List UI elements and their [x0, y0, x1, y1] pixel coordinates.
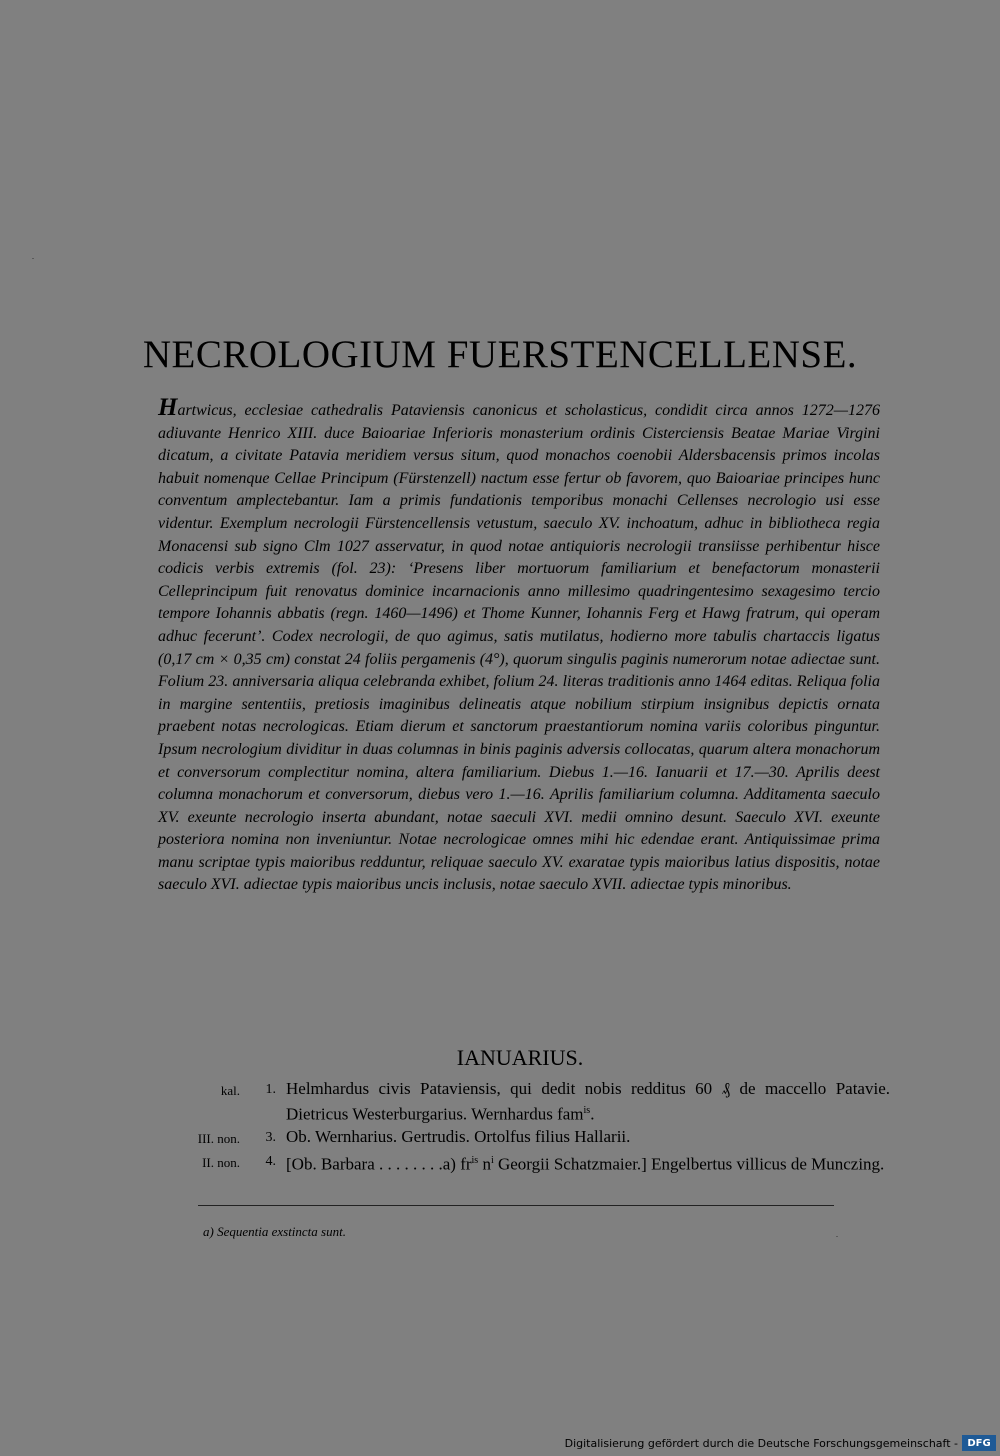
footer-text: Digitalisierung gefördert durch die Deutsche Forschungsgemeinschaft -	[564, 1436, 958, 1450]
entry-day-number: 1.	[265, 1082, 276, 1097]
scan-speck	[836, 1236, 838, 1237]
page-title: NECROLOGIUM FUERSTENCELLENSE.	[142, 333, 858, 376]
scan-speck	[32, 258, 34, 259]
entry-date-label: III. non.	[197, 1130, 240, 1146]
drop-cap: H	[158, 394, 178, 421]
month-heading: IANUARIUS.	[456, 1045, 584, 1070]
calendar-entry	[150, 1078, 890, 1126]
calendar-entries	[150, 1078, 890, 1175]
calendar-entry	[150, 1126, 890, 1150]
entry-text: [Ob. Barbara . . . . . . . .a) $fr^{is}$ $n^i$ Georgii Schatzmaier.] Engelbertus villicus de Munczing.	[286, 1154, 885, 1174]
entry-date-label: kal.	[220, 1083, 240, 1098]
dfg-footer	[565, 1434, 996, 1452]
footnote: a) Sequentia exstincta sunt.	[203, 1224, 346, 1239]
dfg-logo-icon: DFG	[962, 1435, 996, 1451]
footnote-rule	[198, 1205, 834, 1206]
calendar-entry	[150, 1150, 890, 1176]
intro-text: artwicus, ecclesiae cathedralis Pataviensis canonicus et scholasticus, condidit circa annos 1272—1276 adiuvante Henrico XIII. duce Baioariae Inferioris monasterium ordinis Cisterciensis Beatae Mariae Virgini dicatum, a civitate Patavia meridiem versus situm, quod monachos coenobii Aldersbacensis primos incolas habuit nomenque Cellae Principum (Fürstenzell) nactum esse fertur ob favorem, quo Baioariae principes hunc conventum amplectebantur. Iam a primis fundationis temporibus monachi Cellenses necrologio usi esse videntur. Exemplum necrologii Fürstencellensis vetustum, saeculo XV. inchoatum, adhuc in bibliotheca regia Monacensi sub signo Clm 1027 asservatur, in quod notae antiquioris necrologii transiisse perhibentur hisce codicis verbis extremis (fol. 23): ‘Presens liber mortuorum familiarium et benefactorum monasterii Celleprincipum fuit renovatus dominice incarnacionis anno millesimo quadringentesimo sexagesimo tercio tempore Iohannis abbatis (regn. 1460—1496) et Thome Kunner, Iohannis Ferg et Hawg fratrum, qui operam adhuc fecerunt’. Codex necrologii, de quo agimus, satis mutilatus, hodierno more tabulis chartaccis ligatus (0,17 cm × 0,35 cm) constat 24 foliis pergamenis (4°), quorum singulis paginis numerorum notae adiectae sunt. Folium 23. anniversaria aliqua celebranda exhibet, folium 24. literas traditionis anno 1464 editas. Reliqua folia in margine sententiis, pretiosis imaginibus delineatis atque nobilium stirpium insignibus depictis ornata praebent notas necrologicas. Etiam dierum et sanctorum praestantiorum nomina variis coloribus pinguntur. Ipsum necrologium dividitur in duas columnas in binis paginis adversis collocatas, quarum altera monachorum et conversorum complectitur nomina, altera familiarium. Diebus 1.—16. Ianuarii et 17.—30. Aprilis deest columna monachorum et conversorum, diebus vero 1.—16. Aprilis familiarium columna. Additamenta saeculo XV. exeunte necrologio inserta abundant, notae saeculi XVI. medii omnino desunt. Saeculo XVI. exeunte posteriora nomina non inveniuntur. Notae necrologicae omnes mihi hic edendae erant. Antiquissimae prima manu scriptae typis maioribus redduntur, reliquae saeculo XV. exaratae typis maioribus latius dispositis, notae saeculo XVI. adiectae typis maioribus uncis inclusis, notae saeculo XVII. adiectae typis minoribus.	[158, 402, 880, 894]
entry-day-number: 4.	[265, 1153, 276, 1169]
entry-text: Ob. Wernharius. Gertrudis. Ortolfus filius Hallarii.	[286, 1126, 631, 1146]
entry-date-label: II. non.	[202, 1154, 240, 1170]
intro-paragraph	[158, 394, 880, 897]
entry-day-number: 3.	[265, 1129, 276, 1145]
entry-text: Helmhardus civis Pataviensis, qui dedit nobis redditus 60 ₰ de maccello Patavie. Dietricus Westerburgarius. Wernhardus fam$^{is}$.	[286, 1079, 890, 1124]
